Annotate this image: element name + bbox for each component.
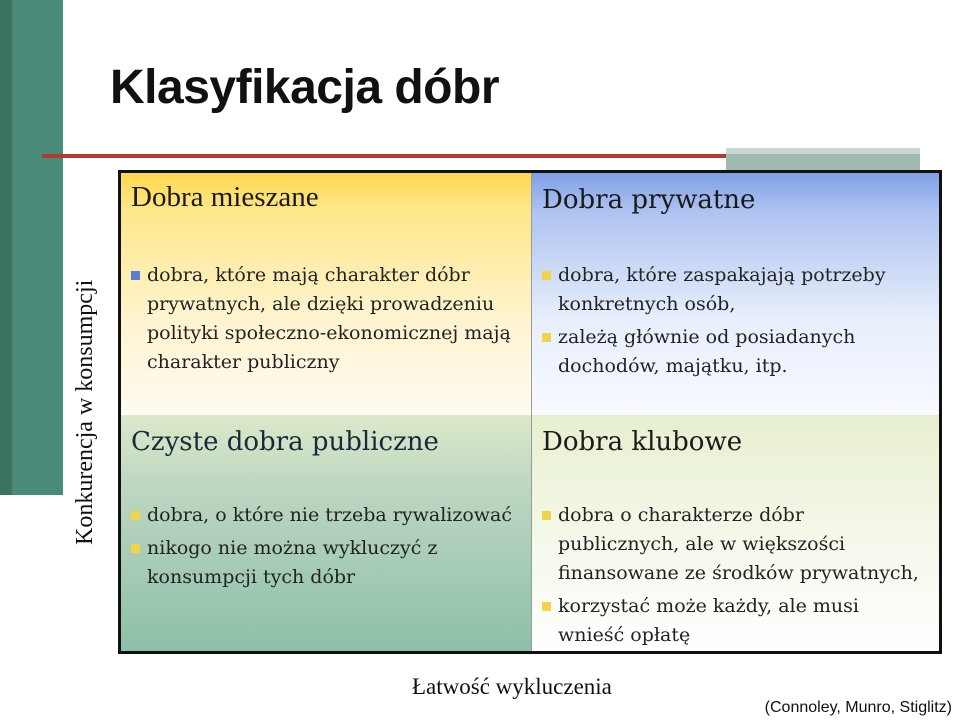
slide-title: Klasyfikacja dóbr bbox=[110, 61, 499, 114]
classification-matrix bbox=[118, 170, 942, 654]
quadrant-heading: Czyste dobra publiczne bbox=[131, 427, 439, 457]
quadrant-heading: Dobra prywatne bbox=[542, 185, 756, 215]
quadrant-club-goods bbox=[532, 415, 939, 651]
source-citation: (Connoley, Munro, Stiglitz) bbox=[764, 699, 952, 716]
quadrant-mixed-goods bbox=[121, 173, 532, 415]
square-bullet-icon bbox=[131, 544, 140, 553]
square-bullet-icon bbox=[542, 511, 551, 520]
list-item: dobra o charakterze dóbr publicznych, ale w większości finansowane ze środków prywatnych, bbox=[542, 501, 927, 588]
quadrant-items bbox=[542, 261, 927, 385]
square-bullet-icon bbox=[131, 271, 140, 280]
quadrant-items bbox=[131, 261, 520, 381]
list-item: zależą głównie od posiadanych dochodów, majątku, itp. bbox=[542, 323, 927, 381]
horizontal-axis-label: Łatwość wykluczenia bbox=[412, 674, 612, 699]
list-item: nikogo nie można wykluczyć z konsumpcji tych dóbr bbox=[131, 534, 520, 592]
side-accent-shade bbox=[0, 0, 12, 495]
square-bullet-icon bbox=[542, 602, 551, 611]
quadrant-heading: Dobra klubowe bbox=[542, 427, 743, 457]
list-item: dobra, o które nie trzeba rywalizować bbox=[131, 501, 520, 530]
square-bullet-icon bbox=[542, 271, 551, 280]
matrix-vertical-divider bbox=[531, 173, 532, 651]
quadrant-items bbox=[131, 501, 520, 596]
square-bullet-icon bbox=[131, 511, 140, 520]
list-item: dobra, które mają charakter dóbr prywatnych, ale dzięki prowadzeniu polityki społeczno-ekonomicznej mają charakter publiczny bbox=[131, 261, 520, 377]
list-item: dobra, które zaspakajają potrzeby konkretnych osób, bbox=[542, 261, 927, 319]
decorative-block-highlight bbox=[726, 148, 920, 154]
quadrant-items bbox=[542, 501, 927, 654]
square-bullet-icon bbox=[542, 333, 551, 342]
quadrant-heading: Dobra mieszane bbox=[131, 181, 319, 213]
quadrant-public-goods bbox=[121, 415, 532, 651]
list-item: korzystać może każdy, ale musi wnieść opłatę bbox=[542, 592, 927, 650]
quadrant-private-goods bbox=[532, 173, 939, 415]
